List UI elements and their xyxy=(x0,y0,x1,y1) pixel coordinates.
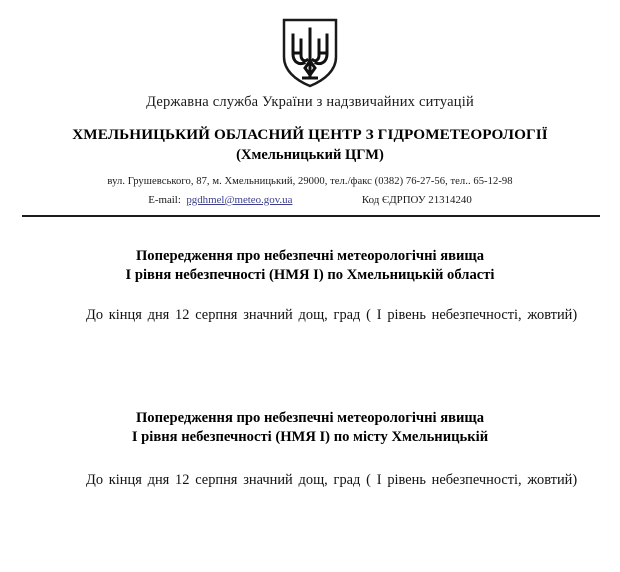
warning-heading-line-1: Попередження про небезпечні метеорологічні явища xyxy=(135,409,485,426)
organization-title: ХМЕЛЬНИЦЬКИЙ ОБЛАСНИЙ ЦЕНТР З ГІДРОМЕТЕОРОЛОГІЇ xyxy=(72,126,548,143)
header-divider xyxy=(22,215,600,217)
email-label: E-mail: xyxy=(148,194,181,206)
warning-block-city xyxy=(0,409,620,491)
agency-name: Державна служба України з надзвичайних ситуацій xyxy=(146,94,474,110)
warning-heading-line-1: Попередження про небезпечні метеорологічні явища xyxy=(135,248,485,264)
warning-block-oblast xyxy=(0,247,620,325)
contact-line xyxy=(0,194,620,206)
letterhead xyxy=(0,0,620,217)
warning-heading-line-2: І рівня небезпечності (НМЯ І) по Хмельницькій області xyxy=(125,267,495,284)
address-line: вул. Грушевського, 87, м. Хмельницький, 29000, тел./факс (0382) 76-27-56, тел.. 65-12-98 xyxy=(107,176,513,187)
warning-heading-oblast xyxy=(0,247,620,286)
email-link[interactable]: pgdhmel@meteo.gov.ua xyxy=(186,194,293,206)
organization-subtitle: (Хмельницький ЦГМ) xyxy=(236,147,384,163)
warning-body-city: До кінця дня 12 серпня значний дощ, град ( І рівень небезпечності, жовтий) xyxy=(86,472,578,489)
warning-heading-line-2: І рівня небезпечності (НМЯ І) по місту Хмельницькій xyxy=(131,429,489,446)
emblem-container xyxy=(0,16,620,90)
edrpou-code: Код ЄДРПОУ 21314240 xyxy=(361,194,472,206)
ukraine-trident-coat-of-arms-icon xyxy=(281,18,339,88)
warning-body-oblast: До кінця дня 12 серпня значний дощ, град ( І рівень небезпечності, жовтий) xyxy=(86,306,578,323)
warning-heading-city xyxy=(0,409,620,448)
